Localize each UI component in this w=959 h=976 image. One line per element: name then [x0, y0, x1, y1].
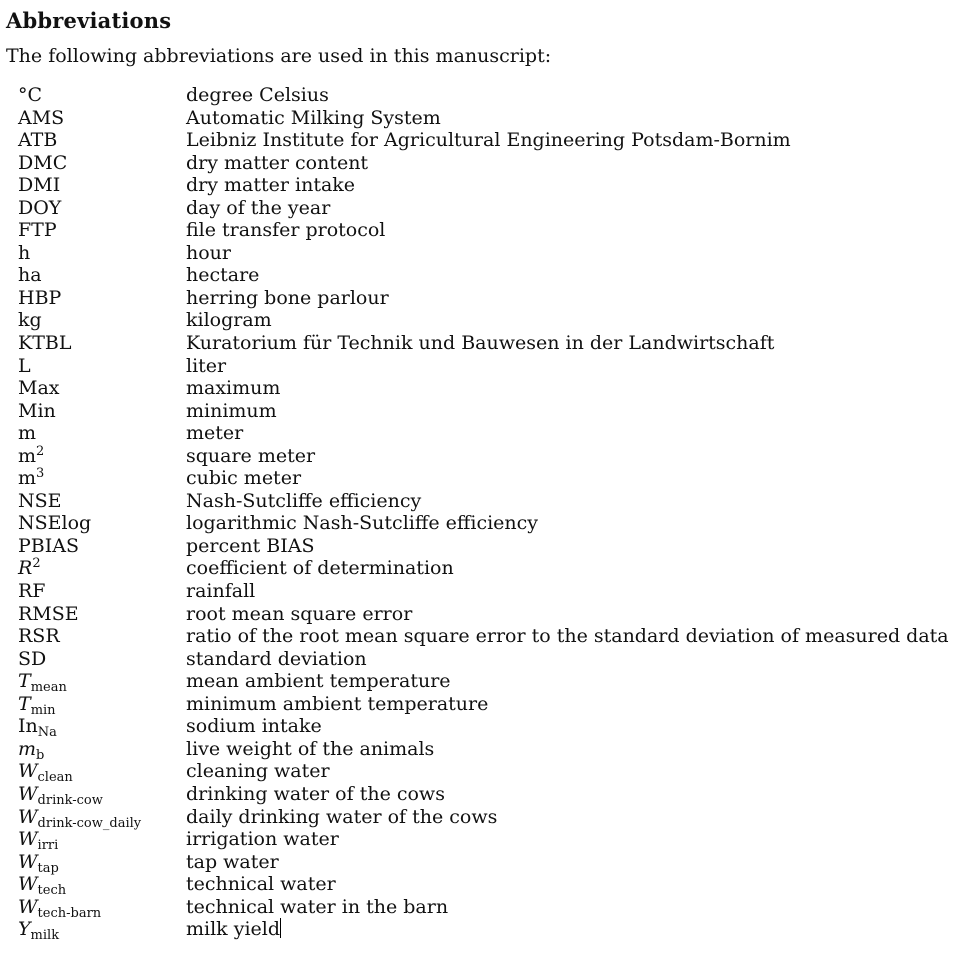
- abbreviation-definition: [186, 332, 774, 355]
- term-symbol: RMSE: [18, 602, 79, 625]
- abbreviation-row: [18, 467, 949, 490]
- term-symbol: R: [18, 557, 33, 580]
- term-symbol: W: [18, 850, 38, 873]
- abbreviation-term: [18, 557, 186, 580]
- abbreviation-definition: [186, 670, 451, 693]
- definition-text: dry matter content: [186, 151, 369, 174]
- definition-text: file transfer protocol: [186, 219, 386, 242]
- abbreviation-definition: [186, 625, 949, 648]
- abbreviation-definition: [186, 355, 226, 378]
- term-subscript: clean: [37, 770, 73, 786]
- definition-text: meter: [186, 422, 244, 445]
- definition-text: liter: [186, 354, 227, 377]
- term-subscript: drink-cow: [37, 792, 103, 808]
- definition-text: tap water: [186, 850, 279, 873]
- abbreviation-row: [18, 783, 949, 806]
- intro-text: The following abbreviations are used in this manuscript:: [6, 45, 552, 67]
- term-symbol: RF: [18, 580, 46, 603]
- definition-text: root mean square error: [186, 602, 413, 625]
- abbreviation-definition: [186, 219, 385, 242]
- abbreviation-definition: [186, 535, 315, 558]
- abbreviation-term: [18, 603, 186, 626]
- abbreviation-term: [18, 806, 186, 829]
- term-subscript: min: [30, 702, 56, 718]
- term-symbol: W: [18, 873, 38, 896]
- term-subscript: drink-cow_daily: [37, 815, 142, 831]
- abbreviation-definition: [186, 693, 488, 716]
- definition-text: herring bone parlour: [186, 286, 389, 309]
- term-subscript: b: [36, 747, 45, 763]
- abbreviation-term: [18, 264, 186, 287]
- term-symbol: kg: [18, 309, 42, 332]
- abbreviation-row: [18, 242, 949, 265]
- abbreviation-term: [18, 783, 186, 806]
- abbreviation-definition: [186, 422, 243, 445]
- abbreviation-row: [18, 873, 949, 899]
- definition-text: mean ambient temperature: [186, 670, 451, 693]
- term-symbol: Y: [18, 918, 31, 941]
- abbreviation-definition: [186, 557, 454, 580]
- definition-text: percent BIAS: [186, 534, 315, 557]
- abbreviation-definition: [186, 152, 368, 175]
- definition-text: irrigation water: [186, 828, 339, 851]
- abbreviation-row: [18, 400, 949, 423]
- abbreviation-definition: [186, 264, 259, 287]
- text-cursor: [280, 918, 281, 938]
- term-subscript: tech-barn: [37, 905, 102, 921]
- term-symbol: Min: [18, 399, 56, 422]
- term-symbol: KTBL: [18, 332, 72, 355]
- abbreviation-term: [18, 242, 186, 265]
- term-symbol: W: [18, 782, 38, 805]
- abbreviation-definition: [186, 377, 280, 400]
- definition-text: technical water in the barn: [186, 895, 449, 918]
- abbreviation-term: [18, 625, 186, 648]
- abbreviation-term: [18, 512, 186, 535]
- definition-text: daily drinking water of the cows: [186, 805, 498, 828]
- term-symbol: m: [18, 422, 37, 445]
- definition-text: ratio of the root mean square error to the standard deviation of measured data: [186, 625, 949, 648]
- definition-text: degree Celsius: [186, 84, 329, 106]
- term-symbol: T: [18, 692, 31, 715]
- term-symbol: ha: [18, 264, 42, 287]
- definition-text: cleaning water: [186, 760, 330, 783]
- abbreviation-row: [18, 918, 949, 944]
- abbreviation-term: [18, 490, 186, 513]
- abbreviation-row: [18, 377, 949, 400]
- abbreviation-row: [18, 603, 949, 626]
- definition-text: hour: [186, 241, 231, 264]
- abbreviation-definition: [186, 580, 255, 603]
- definition-text: technical water: [186, 873, 336, 896]
- definition-text: dry matter intake: [186, 174, 356, 197]
- term-symbol: SD: [18, 647, 47, 670]
- abbreviation-term: [18, 152, 186, 175]
- abbreviation-table: [18, 84, 949, 944]
- definition-text: minimum: [186, 399, 277, 422]
- abbreviation-term: [18, 648, 186, 671]
- abbreviation-term: [18, 828, 186, 854]
- abbreviation-definition: [186, 648, 367, 671]
- abbreviation-definition: [186, 84, 329, 107]
- term-symbol: W: [18, 805, 38, 828]
- abbreviation-term: [18, 355, 186, 378]
- abbreviation-term: [18, 535, 186, 558]
- definition-text: drinking water of the cows: [186, 782, 445, 805]
- abbreviation-term: [18, 377, 186, 400]
- abbreviation-definition: [186, 242, 231, 265]
- definition-text: standard deviation: [186, 647, 367, 670]
- abbreviation-row: [18, 174, 949, 197]
- abbreviation-row: [18, 309, 949, 332]
- term-symbol: h: [18, 241, 31, 264]
- abbreviation-definition: [186, 603, 412, 626]
- abbreviation-term: [18, 332, 186, 355]
- definition-text: kilogram: [186, 309, 272, 332]
- term-subscript: Na: [37, 725, 57, 741]
- definition-text: Nash-Sutcliffe efficiency: [186, 489, 422, 512]
- abbreviation-term: [18, 309, 186, 332]
- section-heading: Abbreviations: [6, 8, 172, 33]
- abbreviation-row: [18, 535, 949, 558]
- term-subscript: milk: [30, 928, 60, 944]
- abbreviation-term: [18, 129, 186, 152]
- abbreviation-definition: [186, 512, 538, 535]
- abbreviation-term: [18, 873, 186, 899]
- term-subscript: tech: [37, 883, 67, 899]
- abbreviation-term: [18, 467, 186, 490]
- term-symbol: m: [18, 467, 37, 490]
- abbreviation-term: [18, 896, 186, 919]
- abbreviation-row: [18, 715, 949, 741]
- term-symbol: ATB: [18, 129, 58, 152]
- abbreviation-definition: [186, 851, 279, 874]
- term-subscript: irri: [37, 838, 59, 854]
- abbreviation-term: [18, 918, 186, 944]
- abbreviation-row: [18, 107, 949, 130]
- abbreviation-term: [18, 422, 186, 445]
- abbreviation-row: [18, 355, 949, 378]
- abbreviation-row: [18, 806, 949, 829]
- abbreviation-term: [18, 219, 186, 242]
- abbreviation-row: [18, 197, 949, 220]
- abbreviation-definition: [186, 873, 336, 896]
- abbreviation-row: [18, 738, 949, 761]
- abbreviation-definition: [186, 174, 355, 197]
- term-symbol: HBP: [18, 286, 62, 309]
- term-symbol: DMC: [18, 151, 68, 174]
- term-symbol: FTP: [18, 219, 57, 242]
- abbreviation-term: [18, 445, 186, 468]
- abbreviation-row: [18, 332, 949, 355]
- definition-text: cubic meter: [186, 467, 302, 490]
- abbreviation-definition: [186, 828, 339, 851]
- abbreviation-definition: [186, 287, 389, 310]
- abbreviation-term: [18, 738, 186, 761]
- abbreviation-term: [18, 107, 186, 130]
- abbreviation-term: [18, 174, 186, 197]
- term-subscript: mean: [30, 680, 67, 696]
- definition-text: Leibniz Institute for Agricultural Engineering Potsdam-Bornim: [186, 129, 791, 152]
- abbreviation-definition: [186, 309, 272, 332]
- term-symbol: NSE: [18, 489, 62, 512]
- term-superscript: 2: [36, 443, 45, 459]
- term-superscript: 2: [32, 556, 41, 572]
- definition-text: minimum ambient temperature: [186, 692, 489, 715]
- abbreviation-row: [18, 219, 949, 242]
- abbreviation-row: [18, 445, 949, 468]
- term-symbol: m: [18, 444, 37, 467]
- abbreviation-row: [18, 287, 949, 310]
- term-symbol: L: [18, 354, 31, 377]
- abbreviation-row: [18, 84, 949, 107]
- abbreviation-term: [18, 580, 186, 603]
- definition-text: logarithmic Nash-Sutcliffe efficiency: [186, 512, 539, 535]
- term-symbol: DMI: [18, 174, 61, 197]
- abbreviation-row: [18, 693, 949, 716]
- definition-text: maximum: [186, 377, 281, 400]
- abbreviation-row: [18, 264, 949, 287]
- definition-text: sodium intake: [186, 715, 322, 738]
- abbreviation-term: [18, 400, 186, 423]
- abbreviation-row: [18, 760, 949, 786]
- abbreviation-row: [18, 851, 949, 874]
- term-symbol: AMS: [18, 106, 65, 129]
- definition-text: Automatic Milking System: [186, 106, 441, 129]
- definition-text: live weight of the animals: [186, 737, 435, 760]
- abbreviation-row: [18, 152, 949, 175]
- term-symbol: W: [18, 760, 38, 783]
- abbreviation-definition: [186, 107, 441, 130]
- abbreviation-row: [18, 580, 949, 603]
- abbreviation-term: [18, 670, 186, 696]
- term-symbol: In: [18, 715, 38, 738]
- term-symbol: Max: [18, 377, 60, 400]
- abbreviation-row: [18, 557, 949, 580]
- abbreviation-definition: [186, 783, 445, 806]
- abbreviation-definition: [186, 467, 301, 490]
- abbreviation-row: [18, 828, 949, 854]
- term-symbol: W: [18, 828, 38, 851]
- abbreviation-term: [18, 715, 186, 741]
- abbreviation-definition: [186, 197, 330, 220]
- abbreviation-term: [18, 197, 186, 220]
- abbreviation-definition: [186, 760, 330, 783]
- abbreviation-term: [18, 693, 186, 716]
- abbreviation-definition: [186, 896, 448, 919]
- term-symbol: T: [18, 670, 31, 693]
- term-symbol: m: [18, 737, 37, 760]
- definition-text: square meter: [186, 444, 316, 467]
- abbreviation-term: [18, 84, 186, 107]
- abbreviation-term: [18, 287, 186, 310]
- abbreviation-definition: [186, 715, 322, 738]
- definition-text: milk yield: [186, 918, 281, 941]
- abbreviation-row: [18, 648, 949, 671]
- term-symbol: PBIAS: [18, 534, 79, 557]
- term-symbol: DOY: [18, 196, 62, 219]
- definition-text: day of the year: [186, 196, 331, 219]
- abbreviation-definition: [186, 806, 497, 829]
- abbreviation-definition: [186, 490, 421, 513]
- abbreviation-definition: [186, 129, 791, 152]
- abbreviation-term: [18, 851, 186, 874]
- term-symbol: °C: [18, 84, 43, 106]
- abbreviation-term: [18, 760, 186, 786]
- term-superscript: 3: [36, 466, 45, 482]
- definition-text: coefficient of determination: [186, 557, 454, 580]
- abbreviation-row: [18, 129, 949, 152]
- abbreviation-definition: [186, 400, 277, 423]
- abbreviation-definition: [186, 445, 315, 468]
- definition-text: rainfall: [186, 580, 256, 603]
- term-symbol: NSElog: [18, 512, 92, 535]
- definition-text: hectare: [186, 264, 260, 287]
- abbreviation-definition: [186, 738, 434, 761]
- term-subscript: tap: [37, 860, 59, 876]
- definition-text: Kuratorium für Technik und Bauwesen in der Landwirtschaft: [186, 332, 775, 355]
- abbreviation-row: [18, 896, 949, 919]
- abbreviation-row: [18, 625, 949, 648]
- term-symbol: RSR: [18, 625, 60, 648]
- abbreviation-definition: [186, 918, 281, 941]
- abbreviation-row: [18, 670, 949, 696]
- term-symbol: W: [18, 895, 38, 918]
- abbreviation-row: [18, 490, 949, 513]
- abbreviation-row: [18, 422, 949, 445]
- abbreviation-row: [18, 512, 949, 535]
